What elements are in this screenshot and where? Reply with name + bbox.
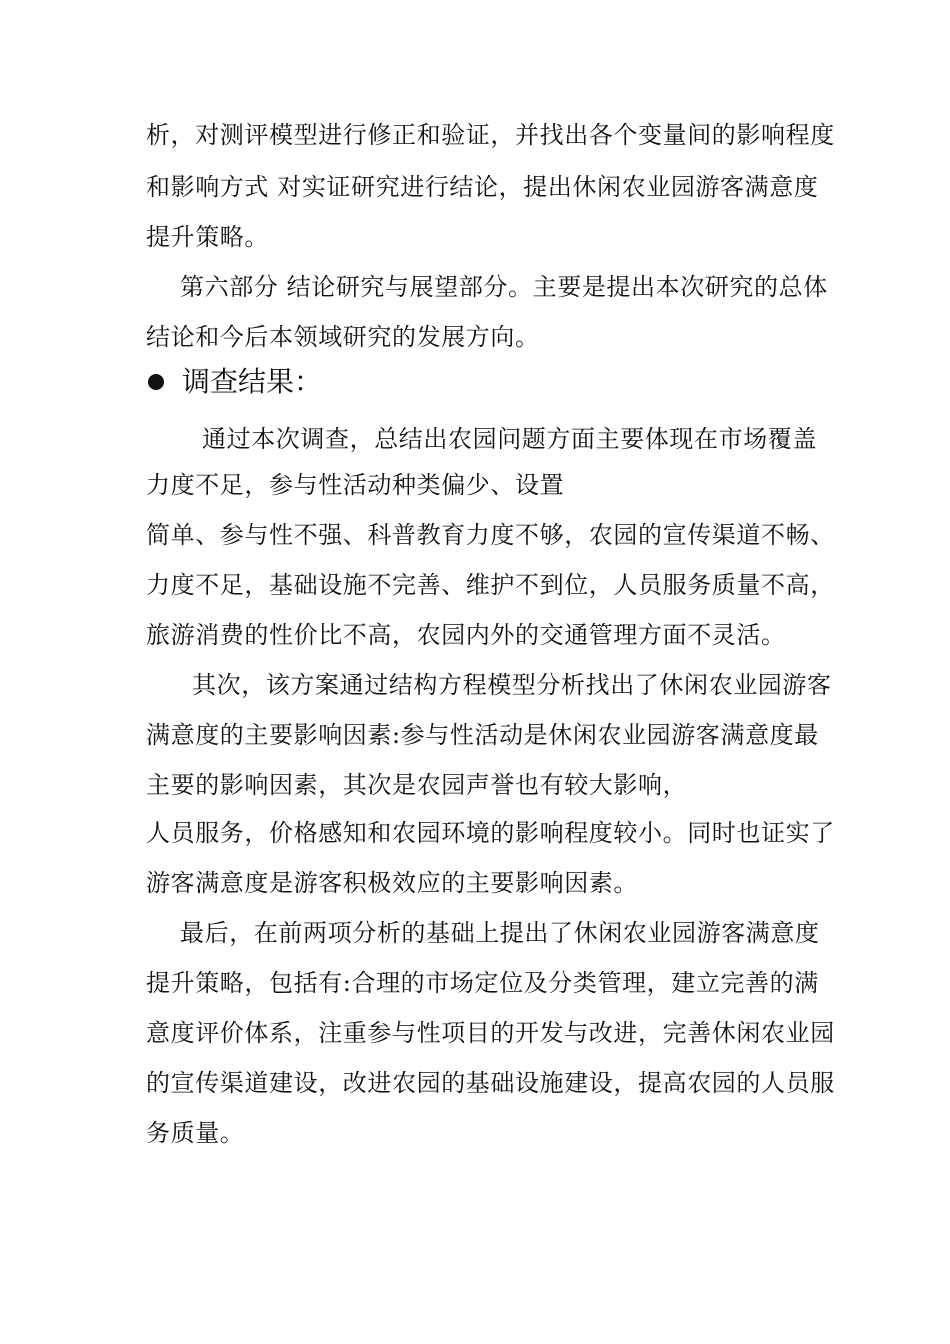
results-para1-line-2: 力度不足，参与性活动种类偏少、设置 (146, 471, 565, 499)
results-para1-line-5: 旅游消费的性价比不高，农园内外的交通管理方面不灵活。 (146, 621, 786, 649)
intro-line-3: 提升策略。 (146, 223, 269, 251)
results-para1-line-3: 简单、参与性不强、科普教育力度不够，农园的宣传渠道不畅、 (146, 521, 835, 549)
section-title: 调查结果： (182, 365, 323, 398)
part6-line-1: 第六部分 结论研究与展望部分。主要是提出本次研究的总体 (180, 273, 828, 301)
results-para3-line-1: 最后，在前两项分析的基础上提出了休闲农业园游客满意度 (180, 919, 820, 947)
section-heading (146, 364, 826, 400)
results-para1-line-1: 通过本次调查，总结出农园问题方面主要体现在市场覆盖 (202, 425, 817, 453)
results-para3-line-5: 务质量。 (146, 1119, 245, 1147)
results-para2-line-1: 其次，该方案通过结构方程模型分析找出了休闲农业园游客 (192, 671, 832, 699)
results-para1-line-4: 力度不足，基础设施不完善、维护不到位，人员服务质量不高， (146, 571, 835, 599)
results-para2-line-4: 人员服务，价格感知和农园环境的影响程度较小。同时也证实了 (146, 819, 835, 847)
filled-circle-bullet-icon (148, 374, 164, 390)
part6-line-2: 结论和今后本领域研究的发展方向。 (146, 323, 540, 351)
results-para3-line-3: 意度评价体系，注重参与性项目的开发与改进，完善休闲农业园 (146, 1019, 835, 1047)
results-para2-line-3: 主要的影响因素，其次是农园声誉也有较大影响， (146, 771, 688, 799)
intro-line-1: 析，对测评模型进行修正和验证，并找出各个变量间的影响程度 (146, 121, 835, 149)
intro-line-2: 和影响方式 对实证研究进行结论，提出休闲农业园游客满意度 (146, 173, 819, 201)
results-para2-line-5: 游客满意度是游客积极效应的主要影响因素。 (146, 869, 638, 897)
results-para2-line-2: 满意度的主要影响因素:参与性活动是休闲农业园游客满意度最 (146, 721, 819, 749)
results-para3-line-2: 提升策略，包括有:合理的市场定位及分类管理，建立完善的满 (146, 969, 819, 997)
results-para3-line-4: 的宣传渠道建设，改进农园的基础设施建设，提高农园的人员服 (146, 1069, 835, 1097)
